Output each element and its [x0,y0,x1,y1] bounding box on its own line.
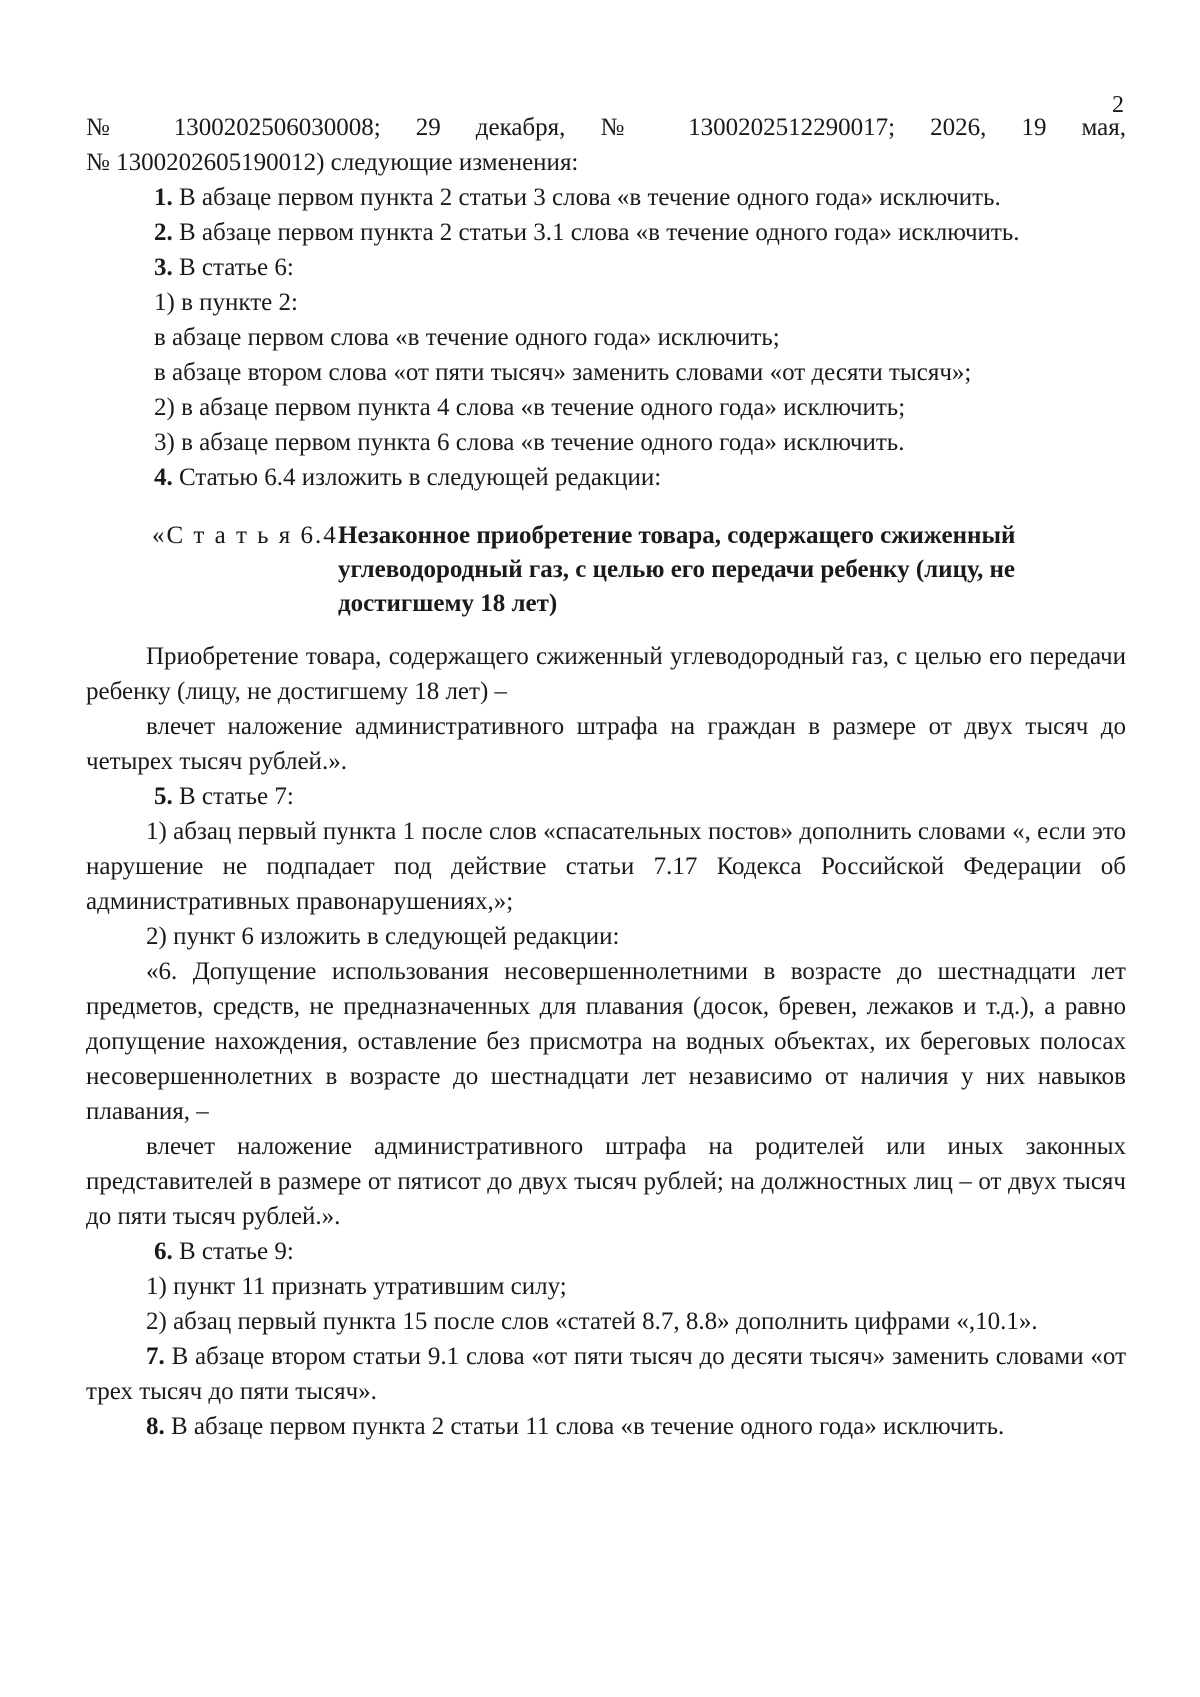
item-3-sub-1a: в абзаце первом слова «в течение одного года» исключить; [154,324,780,351]
intro-line-2: № 1300202605190012) следующие изменения: [86,149,579,176]
article-title: Незаконное приобретение товара, содержащего сжиженный углеводородный газ, с целью его передачи ребенку (лицу, не достигшему 18 лет) [338,522,1016,617]
item-5-sub-2: 2) пункт 6 изложить в следующей редакции: [146,923,620,950]
item-5 [86,779,1126,814]
item-3-sub-3: 3) в абзаце первом пункта 6 слова «в течение одного года» исключить. [154,429,905,456]
item-3-sub-1b: в абзаце втором слова «от пяти тысяч» заменить словами «от десяти тысяч»; [154,359,972,386]
item-2-number: 2. [154,219,173,246]
item-4-text: Статью 6.4 изложить в следующей редакции: [172,464,662,491]
item-3-number: 3. [154,254,173,281]
document-body [86,110,1126,1444]
item-8-text: В абзаце первом пункта 2 статьи 11 слова «в течение одного года» исключить. [164,1413,1005,1440]
item-5-text: В статье 7: [172,783,294,810]
item-3-text: В статье 6: [172,254,294,281]
item-7-number: 7. [146,1343,165,1370]
item-7-text: В абзаце втором статьи 9.1 слова «от пяти тысяч до десяти тысяч» заменить словами «от трех тысяч до пяти тысяч». [86,1343,1126,1405]
item-8-number: 8. [146,1413,165,1440]
item-6 [86,1234,1126,1269]
article-heading [86,519,1126,621]
item-3-sub-2: 2) в абзаце первом пункта 4 слова «в течение одного года» исключить; [154,394,906,421]
item-1-number: 1. [154,184,173,211]
item-4 [86,460,1126,495]
item-8 [86,1409,1126,1444]
article-paragraph-1: Приобретение товара, содержащего сжиженный углеводородный газ, с целью его передачи ребенку (лицу, не достигшему 18 лет) – [86,643,1126,705]
item-2 [86,215,1126,250]
article-prefix: «С т а т ь я 6.4. [152,522,347,549]
item-5-quote-1: «6. Допущение использования несовершеннолетними в возрасте до шестнадцати лет предметов, средств, не предназначенных для плавания (досок, бревен, лежаков и т.д.), а равно допущение нахождения, оставление без присмотра на водных объектах, их береговых полосах несовершеннолетних в возрасте до шестнадцати лет независимо от наличия у них навыков плавания, – [86,958,1126,1125]
item-3 [86,250,1126,285]
item-6-number: 6. [154,1238,173,1265]
item-5-number: 5. [154,783,173,810]
item-6-sub-1: 1) пункт 11 признать утратившим силу; [146,1273,567,1300]
item-1 [86,180,1126,215]
page-number: 2 [1112,92,1124,118]
intro-line-1: № 1300202506030008; 29 декабря, № 1300202512290017; 2026, 19 мая, [86,114,1126,141]
item-5-quote-2: влечет наложение административного штрафа на родителей или иных законных представителей в размере от пятисот до двух тысяч рублей; на должностных лиц – от двух тысяч до пяти тысяч рублей.». [86,1133,1126,1230]
item-6-sub-2: 2) абзац первый пункта 15 после слов «статей 8.7, 8.8» дополнить цифрами «,10.1». [146,1308,1038,1335]
item-6-text: В статье 9: [172,1238,294,1265]
item-4-number: 4. [154,464,173,491]
item-5-sub-1: 1) абзац первый пункта 1 после слов «спасательных постов» дополнить словами «, если это нарушение не подпадает под действие статьи 7.17 Кодекса Российской Федерации об административных правонарушениях,»; [86,818,1126,915]
item-3-sub-1: 1) в пункте 2: [154,289,298,316]
article-paragraph-2: влечет наложение административного штрафа на граждан в размере от двух тысяч до четырех тысяч рублей.». [86,713,1126,775]
item-2-text: В абзаце первом пункта 2 статьи 3.1 слова «в течение одного года» исключить. [172,219,1020,246]
item-7 [86,1339,1126,1409]
item-1-text: В абзаце первом пункта 2 статьи 3 слова «в течение одного года» исключить. [172,184,1001,211]
